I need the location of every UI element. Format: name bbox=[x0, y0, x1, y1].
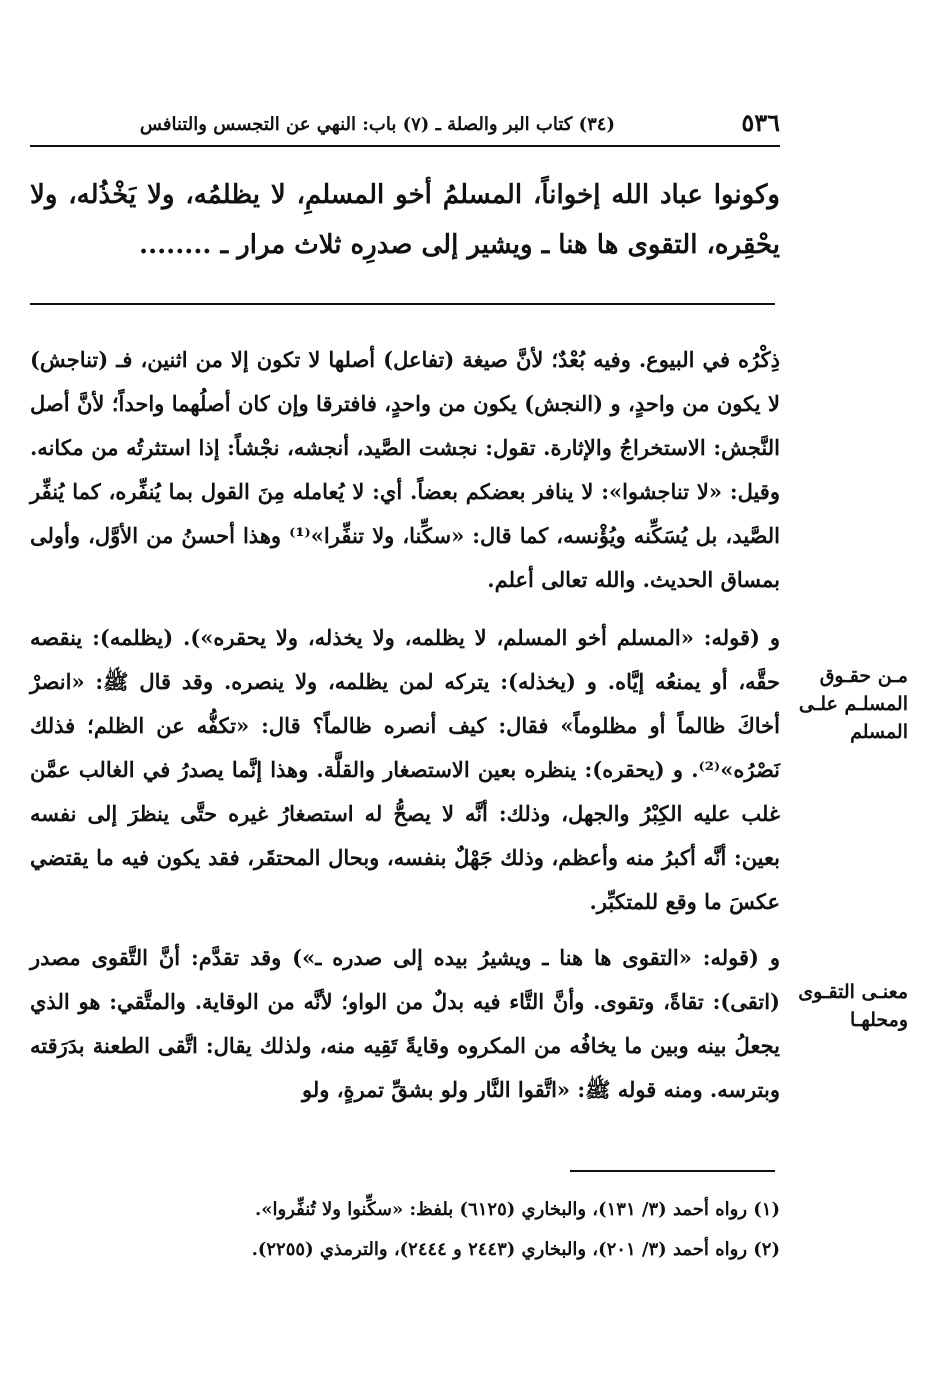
commentary-paragraph-najsh: ذِكْرُه في البيوع. وفيه بُعْدٌ؛ لأنَّ صيغة (تفاعل) أصلها لا تكون إلا من اثنين، فـ (تناجش) لا يكون من واحدٍ، و (النجش) يكون من واحدٍ، فافترقا وإن كان أصلُهما واحداً؛ لأنَّ أصل النَّجش: الاستخراجُ والإثارة. تقول: نجشت الصَّيد، أنجشه، نجْشاً: إذا استثرتُه من مكانه. وقيل: «لا تناجشوا»: لا ينافر بعضكم بعضاً. أي: لا يُعامله مِنَ القول بما يُنفِّره، كما يُنفِّر الصَّيد، بل يُسَكِّنه ويُؤْنسه، كما قال: «سكِّنا، ولا تنفِّرا»⁽¹⁾ وهذا أحسنُ من الأوَّل، وأولى بمساق الحديث. والله تعالى أعلم. bbox=[30, 347, 781, 592]
header-rule bbox=[30, 145, 780, 147]
margin-note-taqwa: معنـى التقـوى ومحلهـا bbox=[798, 981, 908, 1031]
page-header bbox=[30, 108, 780, 142]
page-number: ٥٣٦ bbox=[741, 108, 780, 137]
section-divider bbox=[30, 303, 775, 305]
footnote-2: (٢) رواه أحمد (٣/ ٢٠١)، والبخاري (٢٤٤٣ و ٢٤٤٤)، والترمذي (٢٢٥٥). bbox=[251, 1239, 780, 1260]
running-title: (٣٤) كتاب البر والصلة ـ (٧) باب: النهي عن التجسس والتنافس bbox=[139, 114, 615, 135]
commentary-paragraph-rights: و (قوله: «المسلم أخو المسلم، لا يظلمه، ولا يخذله، ولا يحقره»). (يظلمه): ينقصه حقَّه، أو يمنعُه إيَّاه. و (يخذله): يتركه لمن يظلمه، ولا ينصره. وقد قال ﷺ: «انصرْ أخاكَ ظالماً أو مظلوماً» فقال: كيف أنصره ظالماً؟ قال: «تكفُّه عن الظلم؛ فذلك نَصْرُه»⁽²⁾. و (يحقره): ينظره بعين الاستصغار والقلَّة. وهذا إنَّما يصدرُ في الغالب عمَّن غلب عليه الكِبْرُ والجهل، وذلك: أنَّه لا يصحُّ له استصغارُ غيره حتَّى ينظرَ إلى نفسه بعين: أنَّه أكبرُ منه وأعظم، وذلك جَهْلٌ بنفسه، وبحال المحتقَر، فقد يكون فيه ما يقتضي عكسَ ما وقع للمتكبِّر. bbox=[30, 625, 780, 914]
commentary-block bbox=[30, 338, 780, 1112]
hadith-text: وكونوا عباد الله إخواناً، المسلمُ أخو المسلمِ، لا يظلمُه، ولا يَخْذُله، ولا يحْقِره، التقوى ها هنا ـ ويشير إلى صدرِه ثلاث مرار ـ bbox=[30, 180, 780, 260]
footnotes bbox=[30, 1190, 780, 1270]
footnote-1: (١) رواه أحمد (٣/ ١٣١)، والبخاري (٦١٢٥) بلفظ: «سكِّنوا ولا تُنفِّروا». bbox=[255, 1199, 780, 1220]
hadith-text-block bbox=[30, 170, 780, 270]
hadith-continuation-dots: ........ bbox=[139, 230, 212, 260]
commentary-paragraph-taqwa: و (قوله: «التقوى ها هنا ـ ويشيرُ بيده إلى صدره ـ») وقد تقدَّم: أنَّ التَّقوى مصدر (اتقى): تقاةً، وتقوى. وأنَّ التَّاء فيه بدلٌ من الواو؛ لأنَّه من الوقاية. والمتَّقي: هو الذي يجعلُ بينه وبين ما يخافُه من المكروه وقايةً تَقِيه منه، ولذلك يقال: اتَّقى الطعنة بدَرَقته وبترسه. ومنه قوله ﷺ: «اتَّقوا النَّار ولو بشقِّ تمرةٍ، ولو bbox=[30, 945, 780, 1102]
footnote-rule bbox=[570, 1170, 775, 1172]
margin-note-muslim-rights: مـن حقـوق المسلـم علـى المسلم bbox=[798, 665, 908, 743]
